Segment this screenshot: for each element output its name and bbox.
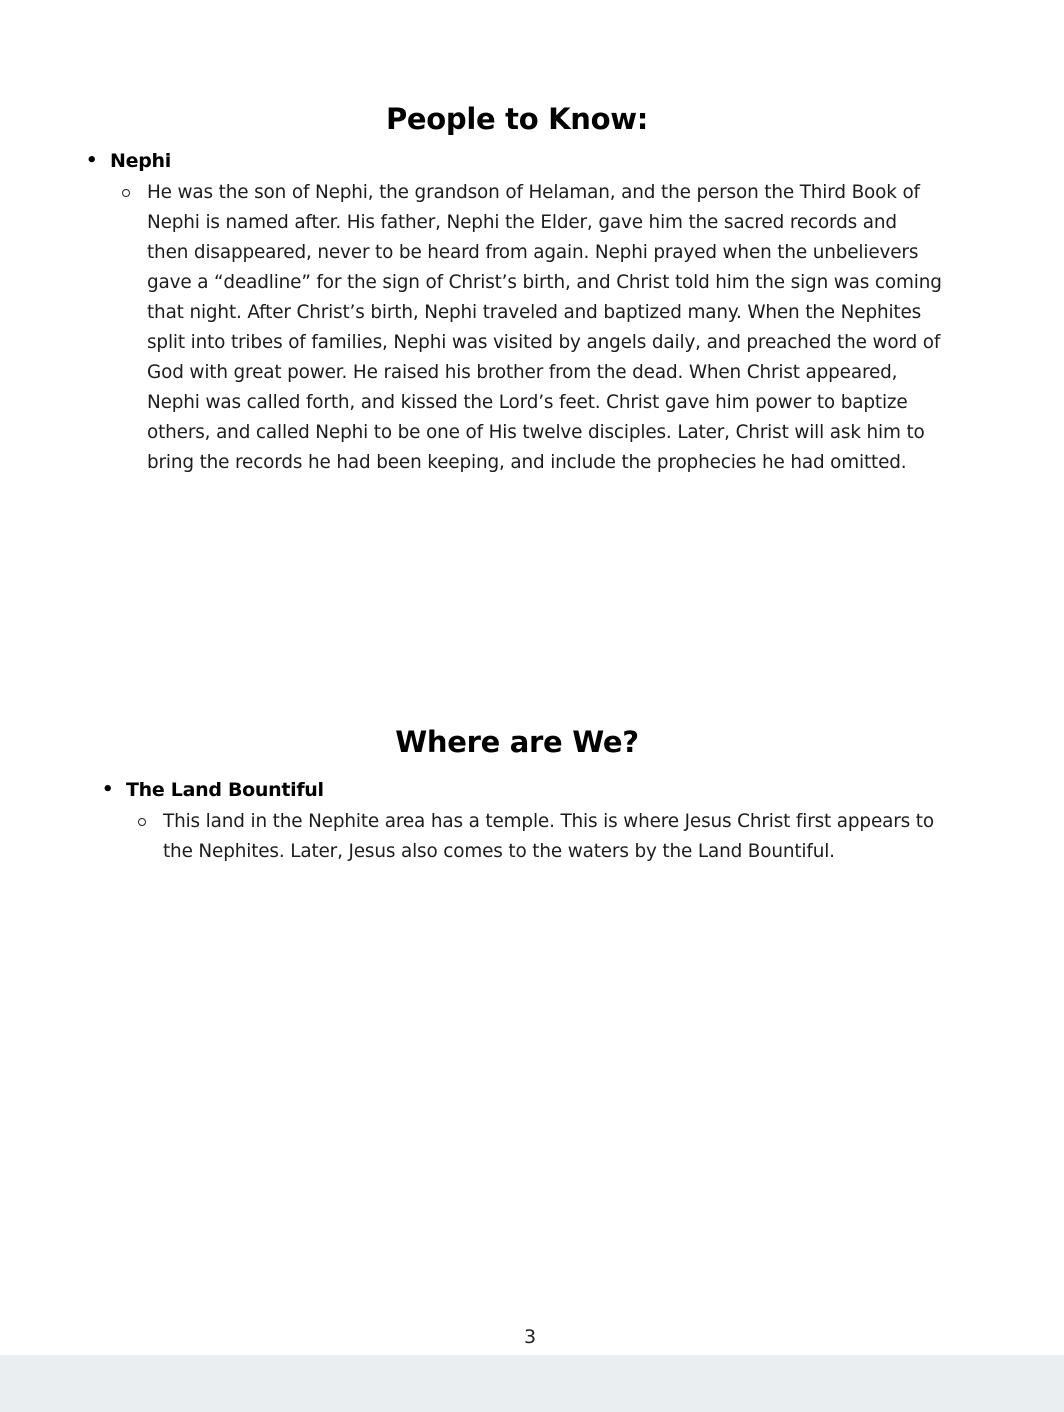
- text-line: Nephi was called forth, and kissed the Lord’s feet. Christ gave him power to baptize: [147, 392, 908, 413]
- text-line: bring the records he had been keeping, and include the prophecies he had omitted.: [147, 452, 907, 473]
- viewer-background: [0, 1355, 1064, 1412]
- section-heading-people: People to Know:: [385, 102, 649, 136]
- text-line: that night. After Christ’s birth, Nephi traveled and baptized many. When the Nephites: [147, 302, 922, 323]
- text-line: split into tribes of families, Nephi was visited by angels daily, and preached the word of: [147, 332, 941, 353]
- text-line: God with great power. He raised his brother from the dead. When Christ appeared,: [147, 362, 898, 383]
- text-line: then disappeared, never to be heard from again. Nephi prayed when the unbelievers: [147, 242, 919, 263]
- nephi-description: [147, 178, 987, 478]
- land-bountiful-description: [163, 807, 993, 867]
- list-item-nephi: [86, 150, 171, 172]
- text-line: gave a “deadline” for the sign of Christ’s birth, and Christ told him the sign was coming: [147, 272, 942, 293]
- section-heading-where: Where are We?: [395, 725, 639, 759]
- page-number: 3: [523, 1326, 537, 1348]
- bullet-icon: •: [102, 779, 114, 800]
- hollow-bullet-icon: [122, 189, 130, 197]
- list-item-title: The Land Bountiful: [126, 779, 324, 801]
- list-item-land-bountiful: [102, 779, 324, 801]
- text-line: This land in the Nephite area has a temple. This is where Jesus Christ first appears to: [163, 811, 934, 832]
- text-line: others, and called Nephi to be one of His twelve disciples. Later, Christ will ask him to: [147, 422, 925, 443]
- hollow-bullet-icon: [138, 818, 146, 826]
- text-line: He was the son of Nephi, the grandson of Helaman, and the person the Third Book of: [147, 182, 920, 203]
- text-line: the Nephites. Later, Jesus also comes to the waters by the Land Bountiful.: [163, 841, 835, 862]
- bullet-icon: •: [86, 150, 98, 171]
- list-item-title: Nephi: [110, 150, 171, 172]
- text-line: Nephi is named after. His father, Nephi the Elder, gave him the sacred records and: [147, 212, 897, 233]
